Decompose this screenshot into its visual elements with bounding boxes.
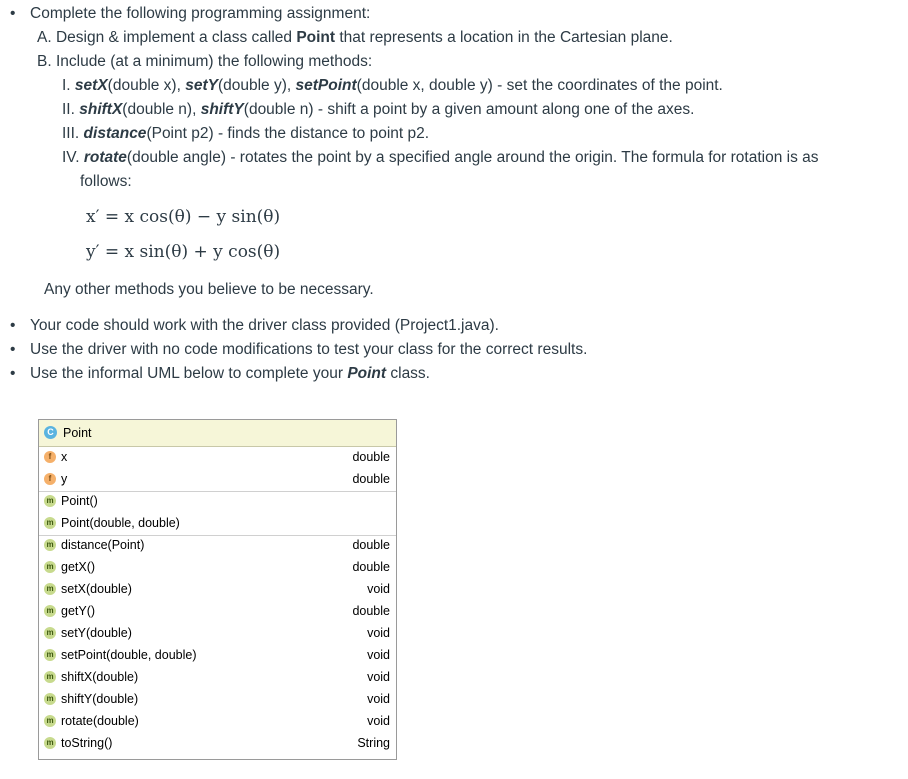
- method-icon: m: [44, 737, 56, 749]
- uml-row: [39, 491, 396, 513]
- method-name: setY: [185, 77, 218, 94]
- uml-member-type: double: [352, 560, 390, 574]
- method-icon: m: [44, 561, 56, 573]
- item-b: B. Include (at a minimum) the following methods:: [37, 53, 373, 70]
- uml-member-type: void: [367, 648, 390, 662]
- method-icon: m: [44, 715, 56, 727]
- method-name: shiftX: [79, 101, 123, 118]
- item-a: [37, 28, 673, 48]
- uml-row: [39, 579, 396, 601]
- method-icon: m: [44, 671, 56, 683]
- method-icon: m: [44, 605, 56, 617]
- bullet-driver: • Your code should work with the driver class provided (Project1.java).: [30, 316, 499, 336]
- uml-member-type: String: [357, 736, 390, 750]
- uml-member-name: x: [61, 450, 68, 464]
- uml-row: [39, 601, 396, 623]
- bullet-uml: [30, 364, 430, 384]
- uml-member-name: distance(Point): [61, 538, 145, 552]
- bullet-no-modifications: • Use the driver with no code modifications to test your class for the correct results.: [30, 340, 587, 360]
- uml-member-type: void: [367, 582, 390, 596]
- uml-row: [39, 733, 396, 755]
- intro-text: • Complete the following programming assignment:: [30, 4, 370, 24]
- method-icon: m: [44, 649, 56, 661]
- method-num: I.: [62, 77, 75, 94]
- method-args: (double n) - shift a point by a given amount along one of the axes.: [243, 101, 695, 118]
- method-args: (double x, double y) - set the coordinates of the point.: [356, 77, 723, 94]
- uml-member-type: double: [352, 538, 390, 552]
- uml-row: [39, 447, 396, 469]
- item-a-prefix: A. Design & implement a class called: [37, 29, 297, 46]
- uml-member-type: void: [367, 714, 390, 728]
- uml-row: [39, 667, 396, 689]
- uml-member-type: double: [352, 450, 390, 464]
- method-item-3: [62, 124, 429, 144]
- method-icon: m: [44, 627, 56, 639]
- uml-member-name: getY(): [61, 604, 96, 618]
- uml-row: [39, 557, 396, 579]
- uml-row: [39, 623, 396, 645]
- uml-member-name: setY(double): [61, 626, 132, 640]
- item-a-class: Point: [296, 29, 336, 46]
- uml-row: [39, 469, 396, 491]
- method-num: II.: [62, 101, 80, 118]
- method-num: IV.: [62, 149, 84, 166]
- uml-member-type: void: [367, 670, 390, 684]
- method-args: (double n),: [122, 101, 201, 118]
- field-icon: f: [44, 473, 56, 485]
- uml-member-type: void: [367, 692, 390, 706]
- method-name: distance: [83, 125, 147, 142]
- uml-member-name: Point(): [61, 494, 98, 508]
- method-name: setX: [74, 77, 108, 94]
- uml-class-name: Point: [63, 426, 92, 440]
- method-icon: m: [44, 539, 56, 551]
- method-args: (double x),: [107, 77, 186, 94]
- method-name: rotate: [83, 149, 127, 166]
- method-name: setPoint: [295, 77, 357, 94]
- uml-member-name: toString(): [61, 736, 113, 750]
- item-a-suffix: that represents a location in the Cartesian plane.: [335, 29, 673, 46]
- method-icon: m: [44, 517, 56, 529]
- uml-member-name: shiftX(double): [61, 670, 139, 684]
- uml-member-name: setX(double): [61, 582, 132, 596]
- bullet-uml-class: Point: [347, 365, 387, 382]
- uml-row: [39, 535, 396, 557]
- method-item-4-continued: follows:: [80, 173, 132, 190]
- other-methods-text: Any other methods you believe to be necessary.: [44, 281, 374, 298]
- uml-row: [39, 645, 396, 667]
- bullet-uml-suffix: class.: [386, 365, 430, 382]
- uml-row: [39, 711, 396, 733]
- uml-row: [39, 513, 396, 535]
- method-name: shiftY: [200, 101, 244, 118]
- uml-member-name: y: [61, 472, 68, 486]
- method-item-2: [62, 100, 694, 120]
- uml-member-name: rotate(double): [61, 714, 139, 728]
- method-icon: m: [44, 693, 56, 705]
- uml-class-diagram: [38, 419, 397, 760]
- bullet-uml-prefix: Use the informal UML below to complete your: [30, 365, 348, 382]
- method-icon: m: [44, 583, 56, 595]
- method-item-1: [62, 76, 723, 96]
- rotation-formula-x: x′ = x cos(θ) − y sin(θ): [86, 207, 281, 227]
- field-icon: f: [44, 451, 56, 463]
- method-args: (double y),: [217, 77, 296, 94]
- uml-member-type: double: [352, 472, 390, 486]
- uml-row: [39, 689, 396, 711]
- uml-member-type: void: [367, 626, 390, 640]
- uml-member-name: Point(double, double): [61, 516, 180, 530]
- method-icon: m: [44, 495, 56, 507]
- method-args: (double angle) - rotates the point by a specified angle around the origin. The formula for rotation is as: [126, 149, 819, 166]
- uml-member-name: shiftY(double): [61, 692, 139, 706]
- method-args: (Point p2) - finds the distance to point p2.: [146, 125, 430, 142]
- uml-member-name: getX(): [61, 560, 96, 574]
- method-num: III.: [62, 125, 84, 142]
- method-item-4: [62, 148, 819, 168]
- uml-header: [39, 420, 396, 447]
- uml-member-type: double: [352, 604, 390, 618]
- uml-member-name: setPoint(double, double): [61, 648, 197, 662]
- class-icon: C: [44, 426, 57, 439]
- rotation-formula-y: y′ = x sin(θ) + y cos(θ): [86, 242, 281, 262]
